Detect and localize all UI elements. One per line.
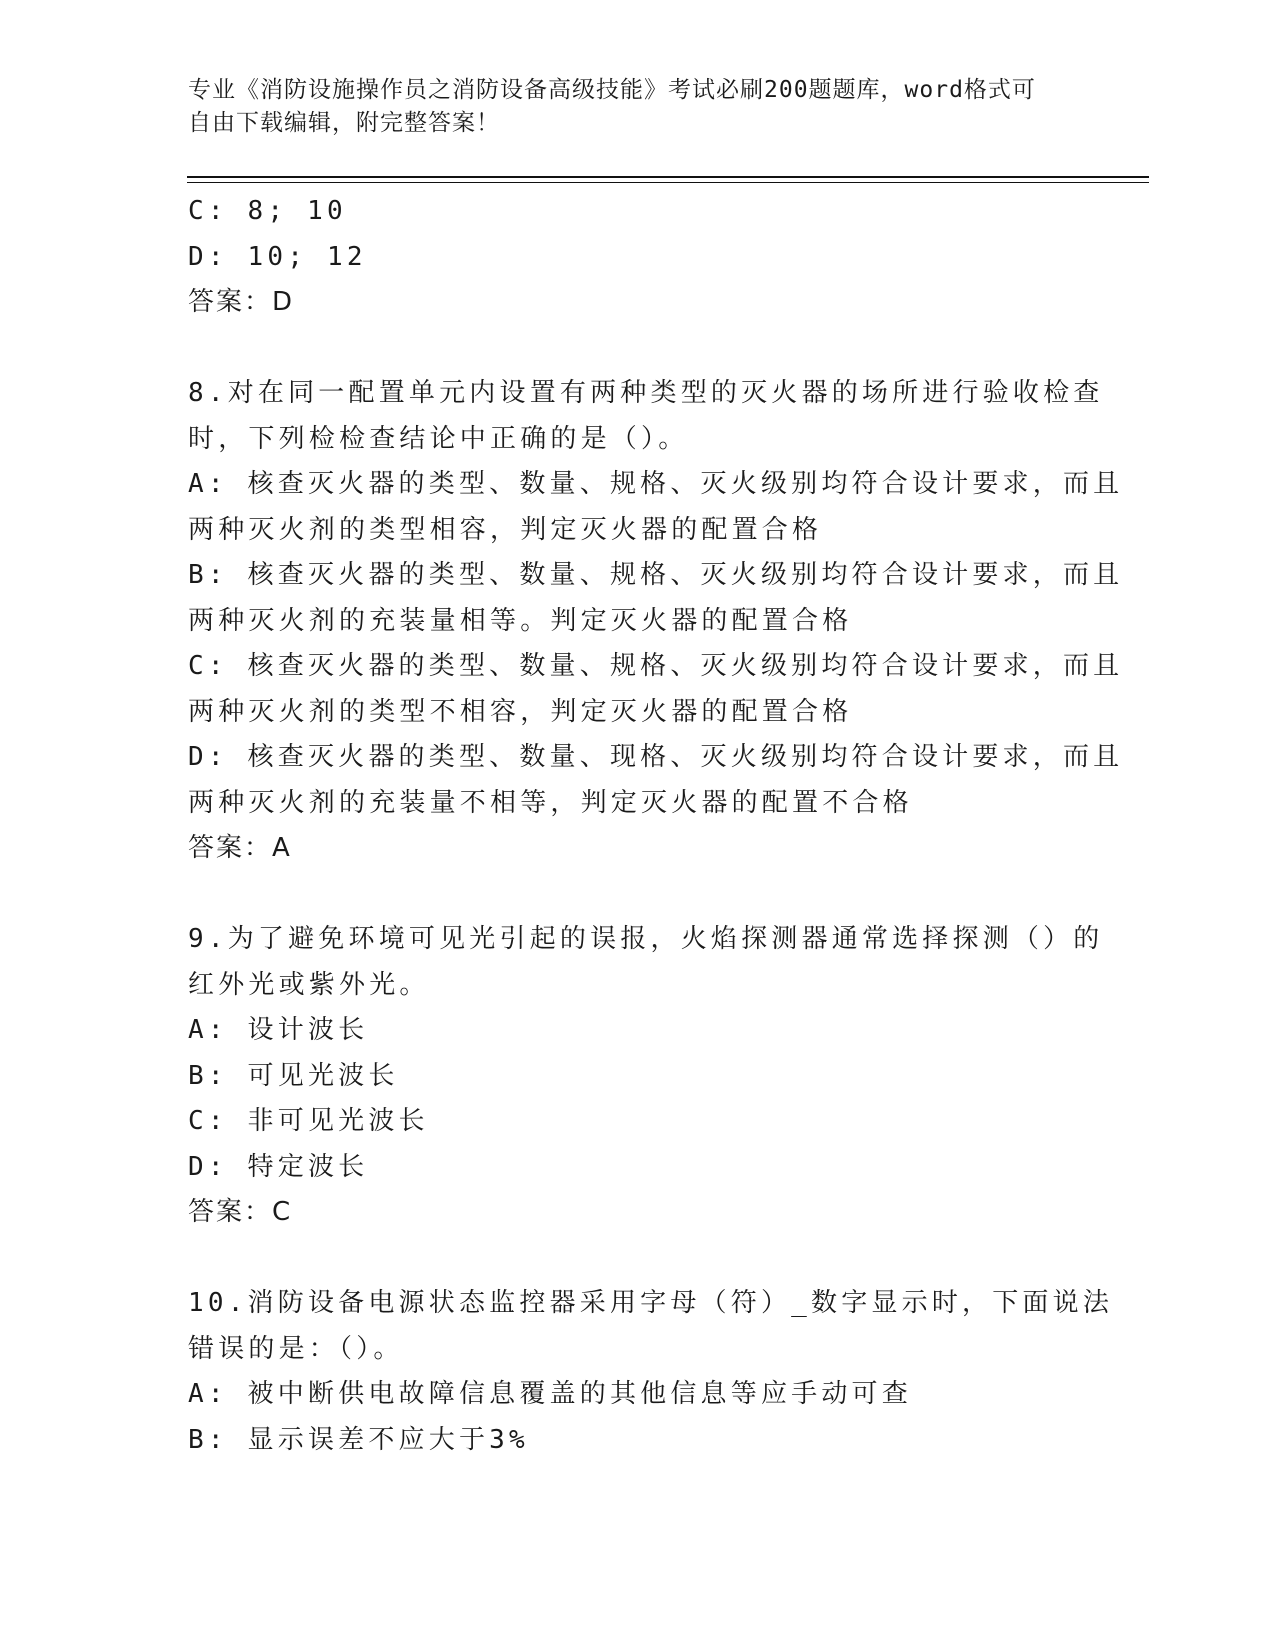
option-d: D: 特定波长 xyxy=(188,1151,369,1182)
option-a: A: 被中断供电故障信息覆盖的其他信息等应手动可查 xyxy=(188,1379,912,1409)
option-d: 两种灭火剂的充装量不相等，判定灭火器的配置不合格 xyxy=(188,787,913,818)
option-b: B: 可见光波长 xyxy=(188,1060,399,1091)
spacer xyxy=(188,1236,1088,1282)
answer-line: 答案：D xyxy=(188,287,295,317)
question-stem: 9.为了避免环境可见光引起的误报，火焰探测器通常选择探测（）的 xyxy=(188,924,1104,954)
option-b: 两种灭火剂的充装量相等。判定灭火器的配置合格 xyxy=(188,605,853,636)
spacer xyxy=(188,872,1088,918)
header-line-2: 自由下载编辑，附完整答案！ xyxy=(188,110,500,136)
answer-line: 答案：A xyxy=(188,833,292,863)
option-a: A: 核查灭火器的类型、数量、规格、灭火级别均符合设计要求，而且 xyxy=(188,469,1124,499)
header-line-1: 专业《消防设施操作员之消防设备高级技能》考试必刷200题题库，word格式可 xyxy=(188,77,1036,103)
option-b: B: 核查灭火器的类型、数量、规格、灭火级别均符合设计要求，而且 xyxy=(188,560,1124,590)
option-d: D: 核查灭火器的类型、数量、现格、灭火级别均符合设计要求，而且 xyxy=(188,742,1124,772)
option-c: 两种灭火剂的类型不相容，判定灭火器的配置合格 xyxy=(188,696,853,727)
header-divider-thick xyxy=(187,176,1149,178)
question-10 xyxy=(188,1281,1114,1463)
question-stem: 8.对在同一配置单元内设置有两种类型的灭火器的场所进行验收检查 xyxy=(188,378,1104,408)
option-c: C: 非可见光波长 xyxy=(188,1106,429,1136)
answer-line: 答案：C xyxy=(188,1197,293,1227)
page-header xyxy=(188,74,1088,140)
option-d: D: 10; 12 xyxy=(188,241,367,272)
question-prev xyxy=(188,189,1088,326)
header-divider-thin xyxy=(187,182,1149,183)
option-b: B: 显示误差不应大于3% xyxy=(188,1424,529,1455)
spacer xyxy=(188,326,1088,372)
option-c: C: 8; 10 xyxy=(188,196,347,226)
question-stem: 红外光或紫外光。 xyxy=(188,969,430,1000)
question-9 xyxy=(188,917,1104,1236)
option-a: 两种灭火剂的类型相容，判定灭火器的配置合格 xyxy=(188,514,823,545)
question-8 xyxy=(188,371,1124,872)
question-stem: 时，下列检检查结论中正确的是（）。 xyxy=(188,423,689,454)
option-c: C: 核查灭火器的类型、数量、规格、灭火级别均符合设计要求，而且 xyxy=(188,651,1124,681)
option-a: A: 设计波长 xyxy=(188,1015,369,1045)
question-stem: 10.消防设备电源状态监控器采用字母（符）_数字显示时，下面说法 xyxy=(188,1288,1114,1318)
question-stem: 错误的是：（）。 xyxy=(188,1333,404,1364)
question-content xyxy=(188,189,1124,1463)
